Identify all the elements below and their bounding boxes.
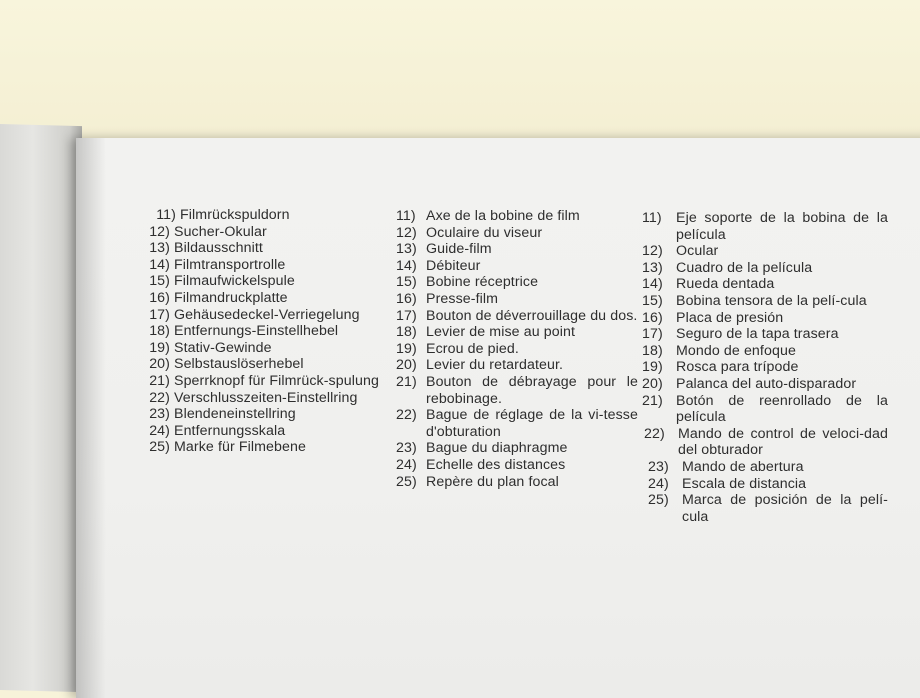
list-item [396, 241, 638, 258]
list-item [644, 426, 888, 459]
item-number: 22) [149, 389, 170, 406]
item-text: Levier de mise au point [426, 324, 575, 341]
list-item [648, 476, 888, 493]
item-number: 14) [149, 256, 170, 273]
list-item [138, 273, 388, 290]
french-parts-list [396, 208, 638, 490]
item-text: Mando de control de veloci-dad del obturador [678, 425, 888, 459]
list-item [642, 260, 888, 277]
item-number: 17) [642, 326, 663, 343]
item-text: Selbstauslöserhebel [174, 356, 304, 373]
item-number: 12) [149, 223, 170, 240]
list-item [138, 406, 388, 423]
list-item [138, 340, 388, 357]
item-text: Stativ-Gewinde [174, 339, 272, 356]
item-text: Seguro de la tapa trasera [676, 326, 839, 343]
item-text: Rosca para trípode [676, 359, 799, 376]
list-item [396, 308, 638, 325]
item-number: 25) [396, 473, 417, 490]
item-number: 11) [642, 210, 662, 226]
item-number: 23) [149, 406, 170, 423]
item-number: 21) [396, 373, 417, 390]
item-number: 23) [648, 458, 669, 475]
item-text: Oculaire du viseur [426, 224, 543, 241]
item-text: Axe de la bobine de film [426, 208, 580, 224]
list-item [144, 207, 388, 224]
list-item [138, 290, 388, 307]
item-number: 21) [642, 392, 663, 409]
item-number: 18) [642, 342, 663, 359]
item-text: Verschlusszeiten-Einstellring [174, 389, 358, 406]
item-number: 25) [149, 439, 170, 456]
item-text: Echelle des distances [426, 456, 566, 473]
list-item [642, 393, 888, 426]
german-parts-list [138, 207, 388, 456]
spanish-parts-list [642, 210, 888, 525]
list-item [648, 459, 888, 476]
list-item [396, 291, 638, 308]
list-item [138, 356, 388, 373]
item-text: Filmandruckplatte [174, 289, 288, 306]
list-item [396, 341, 638, 358]
list-item [396, 407, 638, 440]
item-number: 14) [396, 257, 417, 274]
list-item [396, 225, 638, 242]
item-text: Bague de réglage de la vi-tesse d'obturation [426, 407, 638, 440]
item-text: Repère du plan focal [426, 473, 559, 490]
item-number: 20) [149, 356, 170, 373]
item-number: 16) [642, 309, 663, 326]
item-text: Débiteur [426, 257, 481, 274]
item-text: Escala de distancia [682, 475, 807, 492]
list-item [138, 423, 388, 440]
item-text: Filmaufwickelspule [174, 273, 295, 290]
item-text: Placa de presión [676, 309, 784, 326]
list-item [642, 243, 888, 260]
item-number: 18) [396, 324, 417, 341]
item-number: 15) [149, 273, 170, 290]
list-item [138, 390, 388, 407]
item-text: Bouton de débrayage pour le rebobinage. [426, 373, 638, 407]
item-text: Presse-film [426, 290, 499, 307]
item-text: Guide-film [426, 241, 492, 258]
list-item [642, 310, 888, 327]
list-item [396, 258, 638, 275]
item-number: 11) [396, 208, 416, 224]
item-text: Bouton de déverrouillage du dos. [426, 307, 638, 324]
item-number: 13) [642, 259, 663, 276]
gutter-shadow [76, 138, 106, 698]
item-number: 24) [149, 422, 170, 439]
item-number: 23) [396, 440, 417, 457]
item-number: 16) [396, 290, 417, 307]
list-item [642, 293, 888, 310]
list-item [396, 324, 638, 341]
item-text: Ecrou de pied. [426, 340, 519, 357]
list-item [138, 257, 388, 274]
item-text: Sucher-Okular [174, 223, 267, 240]
item-number: 13) [149, 240, 170, 257]
item-text: Ocular [676, 243, 719, 260]
item-number: 22) [644, 425, 665, 442]
list-item [396, 357, 638, 374]
list-item [396, 474, 638, 491]
item-text: Marke für Filmebene [174, 439, 306, 456]
list-item [396, 208, 638, 225]
item-text: Cuadro de la película [676, 259, 813, 276]
list-item [642, 376, 888, 393]
item-number: 19) [149, 339, 170, 356]
list-item [396, 440, 638, 457]
list-item [642, 326, 888, 343]
item-number: 21) [149, 372, 170, 389]
item-number: 19) [642, 359, 663, 376]
item-number: 12) [396, 224, 417, 241]
item-text: Bildausschnitt [174, 240, 263, 257]
item-text: Gehäusedeckel-Verriegelung [174, 306, 360, 323]
list-item [396, 274, 638, 291]
item-text: Palanca del auto-disparador [676, 375, 857, 392]
item-number: 18) [149, 323, 170, 340]
left-page-edge [0, 124, 82, 692]
item-text: Bobine réceptrice [426, 274, 539, 291]
item-number: 17) [149, 306, 170, 323]
item-text: Filmtransportrolle [174, 256, 286, 273]
item-text: Bobina tensora de la pelí-cula [676, 292, 867, 309]
item-text: Mondo de enfoque [676, 342, 796, 359]
item-number: 25) [648, 492, 669, 509]
list-item [642, 359, 888, 376]
list-item [642, 343, 888, 360]
item-number: 24) [648, 475, 669, 492]
list-item [138, 323, 388, 340]
item-text: Filmrückspuldorn [180, 207, 290, 223]
item-text: Marca de posición de la pelí-cula [682, 492, 888, 525]
item-text: Blendeneinstellring [174, 406, 296, 423]
item-number: 15) [396, 274, 417, 291]
item-number: 24) [396, 456, 417, 473]
item-text: Mando de abertura [682, 458, 804, 475]
item-text: Bague du diaphragme [426, 440, 568, 457]
list-item [642, 210, 888, 243]
item-number: 20) [642, 375, 663, 392]
item-number: 19) [396, 340, 417, 357]
item-text: Entfernungs-Einstellhebel [174, 323, 339, 340]
list-item [642, 276, 888, 293]
item-number: 13) [396, 241, 417, 258]
list-item [138, 307, 388, 324]
item-number: 20) [396, 357, 417, 374]
table-background [0, 0, 920, 140]
item-text: Levier du retardateur. [426, 357, 564, 374]
item-number: 22) [396, 407, 417, 424]
item-number: 12) [642, 243, 663, 260]
item-number: 11) [156, 207, 176, 223]
list-item [138, 224, 388, 241]
item-number: 16) [149, 289, 170, 306]
list-item [396, 457, 638, 474]
list-item [648, 492, 888, 525]
list-item [396, 374, 638, 407]
item-text: Rueda dentada [676, 276, 775, 293]
item-text: Eje soporte de la bobina de la película [676, 210, 888, 243]
item-number: 14) [642, 276, 663, 293]
list-item [138, 373, 388, 390]
item-number: 15) [642, 292, 663, 309]
item-text: Botón de reenrollado de la película [676, 392, 888, 426]
item-number: 17) [396, 307, 417, 324]
list-item [138, 240, 388, 257]
list-item [138, 439, 388, 456]
item-text: Entfernungsskala [174, 422, 286, 439]
item-text: Sperrknopf für Filmrück-spulung [174, 372, 379, 389]
